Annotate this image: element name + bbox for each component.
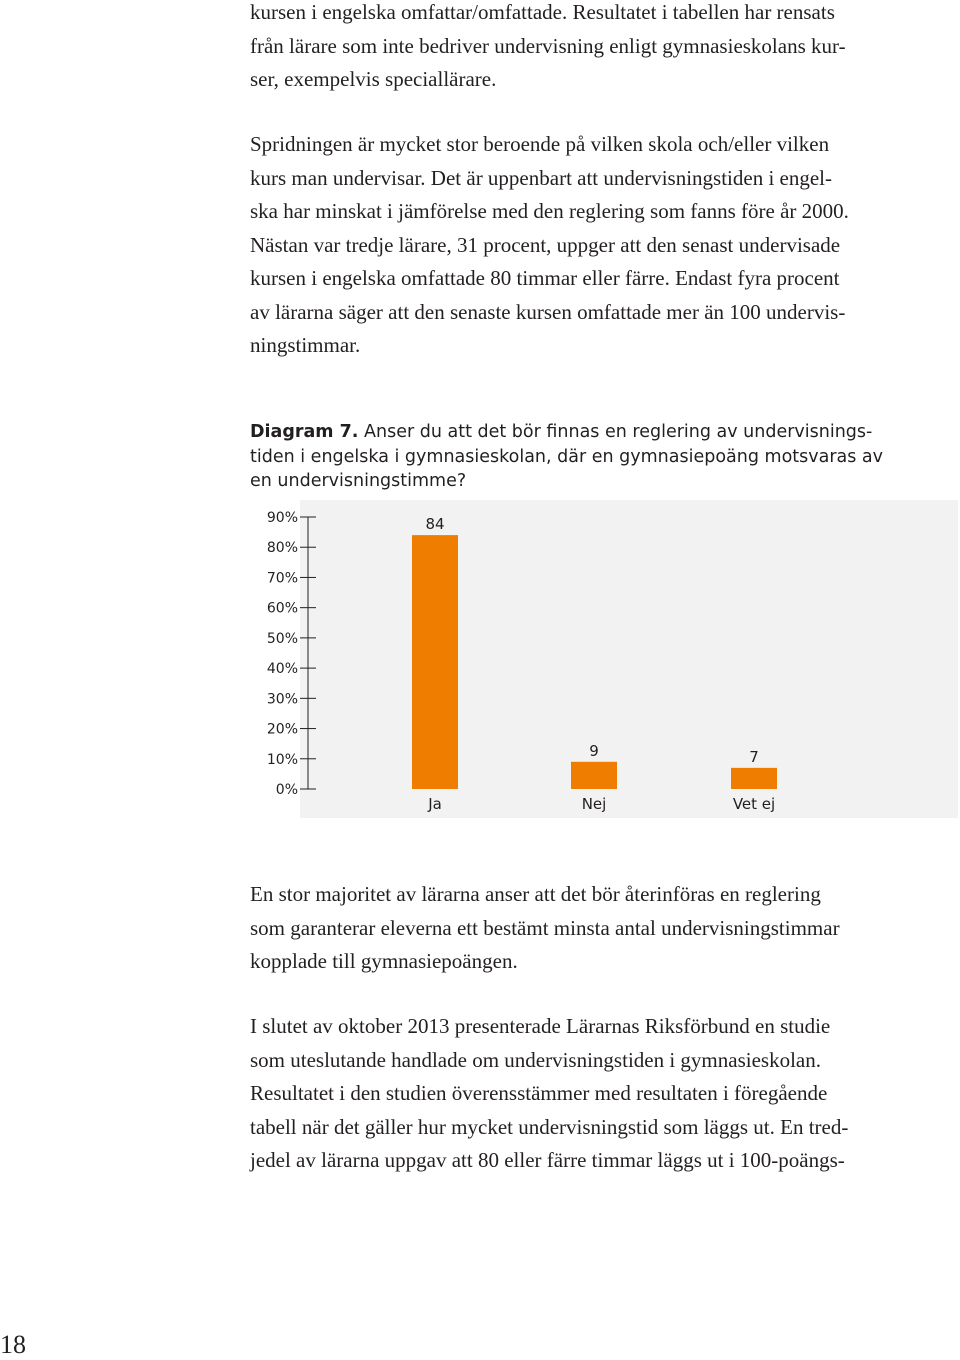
y-tick-label: 40% — [266, 661, 298, 678]
caption-line: tiden i engelska i gymnasieskolan, där en gymnasiepoäng motsvaras av — [250, 446, 884, 467]
y-tick-label: 10% — [266, 751, 298, 768]
text-line: ser, exempelvis speciallärare. — [250, 67, 497, 91]
text-line: Spridningen är mycket stor beroende på vilken skola och/eller vilken — [250, 132, 830, 156]
category-label: Vet ej — [732, 795, 776, 813]
paragraph-spread — [250, 128, 958, 363]
paragraph-majority — [250, 878, 958, 979]
text-line: tabell när det gäller hur mycket undervisningstid som läggs ut. En tred- — [250, 1114, 849, 1139]
y-tick-label: 90% — [266, 510, 298, 526]
paragraph-study — [250, 1010, 958, 1178]
data-label: 7 — [749, 747, 759, 766]
text-line: som garanterar eleverna ett bestämt minsta antal undervisningstimmar — [250, 915, 840, 940]
text-line: från lärare som inte bedriver undervisning enligt gymnasieskolans kur- — [250, 33, 846, 58]
y-tick-label: 80% — [266, 540, 298, 557]
text-line: ska har minskat i jämförelse med den reglering som fanns före år 2000. — [250, 199, 849, 223]
y-tick-label: 70% — [266, 570, 298, 587]
paragraph-intro — [250, 0, 958, 97]
text-line: kursen i engelska omfattade 80 timmar eller färre. Endast fyra procent — [250, 266, 840, 290]
text-line: ningstimmar. — [250, 333, 361, 357]
bar — [571, 762, 617, 789]
text-line: kurs man undervisar. Det är uppenbart att undervisningstiden i engel- — [250, 165, 833, 190]
y-tick-label: 0% — [275, 782, 298, 798]
bar-chart — [250, 500, 958, 820]
caption-line: en undervisningstimme? — [250, 471, 467, 491]
y-tick-label: 30% — [266, 691, 298, 708]
page-number: 18 — [0, 1330, 26, 1359]
y-tick-label: 20% — [266, 721, 298, 738]
text-line: jedel av lärarna uppgav att 80 eller färre timmar läggs ut i 100-poängs- — [250, 1148, 845, 1172]
y-tick-label: 50% — [266, 630, 298, 647]
text-line: av lärarna säger att den senaste kursen omfattade mer än 100 undervis- — [250, 299, 846, 324]
chart-background — [300, 500, 958, 818]
text-line: kopplade till gymnasiepoängen. — [250, 949, 518, 973]
category-label: Nej — [581, 795, 607, 813]
text-line: som uteslutande handlade om undervisningstiden i gymnasieskolan. — [250, 1047, 821, 1072]
text-line: Nästan var tredje lärare, 31 procent, uppger att den senast undervisade — [250, 232, 841, 257]
data-label: 84 — [425, 515, 445, 534]
caption-lead: Diagram 7. — [250, 422, 359, 442]
text-line: kursen i engelska omfattar/omfattade. Resultatet i tabellen har rensats — [250, 0, 835, 24]
text-line: En stor majoritet av lärarna anser att det bör återinföras en reglering — [250, 882, 821, 906]
bar — [412, 535, 458, 789]
text-line: I slutet av oktober 2013 presenterade Lärarnas Riksförbund en studie — [250, 1014, 831, 1038]
category-label: Ja — [428, 795, 442, 813]
bar — [731, 768, 777, 789]
data-label: 9 — [589, 741, 599, 760]
text-line: Resultatet i den studien överensstämmer med resultaten i föregående — [250, 1081, 828, 1105]
y-tick-label: 60% — [266, 600, 298, 617]
diagram-caption — [250, 420, 950, 494]
caption-line — [250, 420, 950, 445]
caption-text: Anser du att det bör finnas en reglering av undervisnings- — [358, 422, 873, 442]
